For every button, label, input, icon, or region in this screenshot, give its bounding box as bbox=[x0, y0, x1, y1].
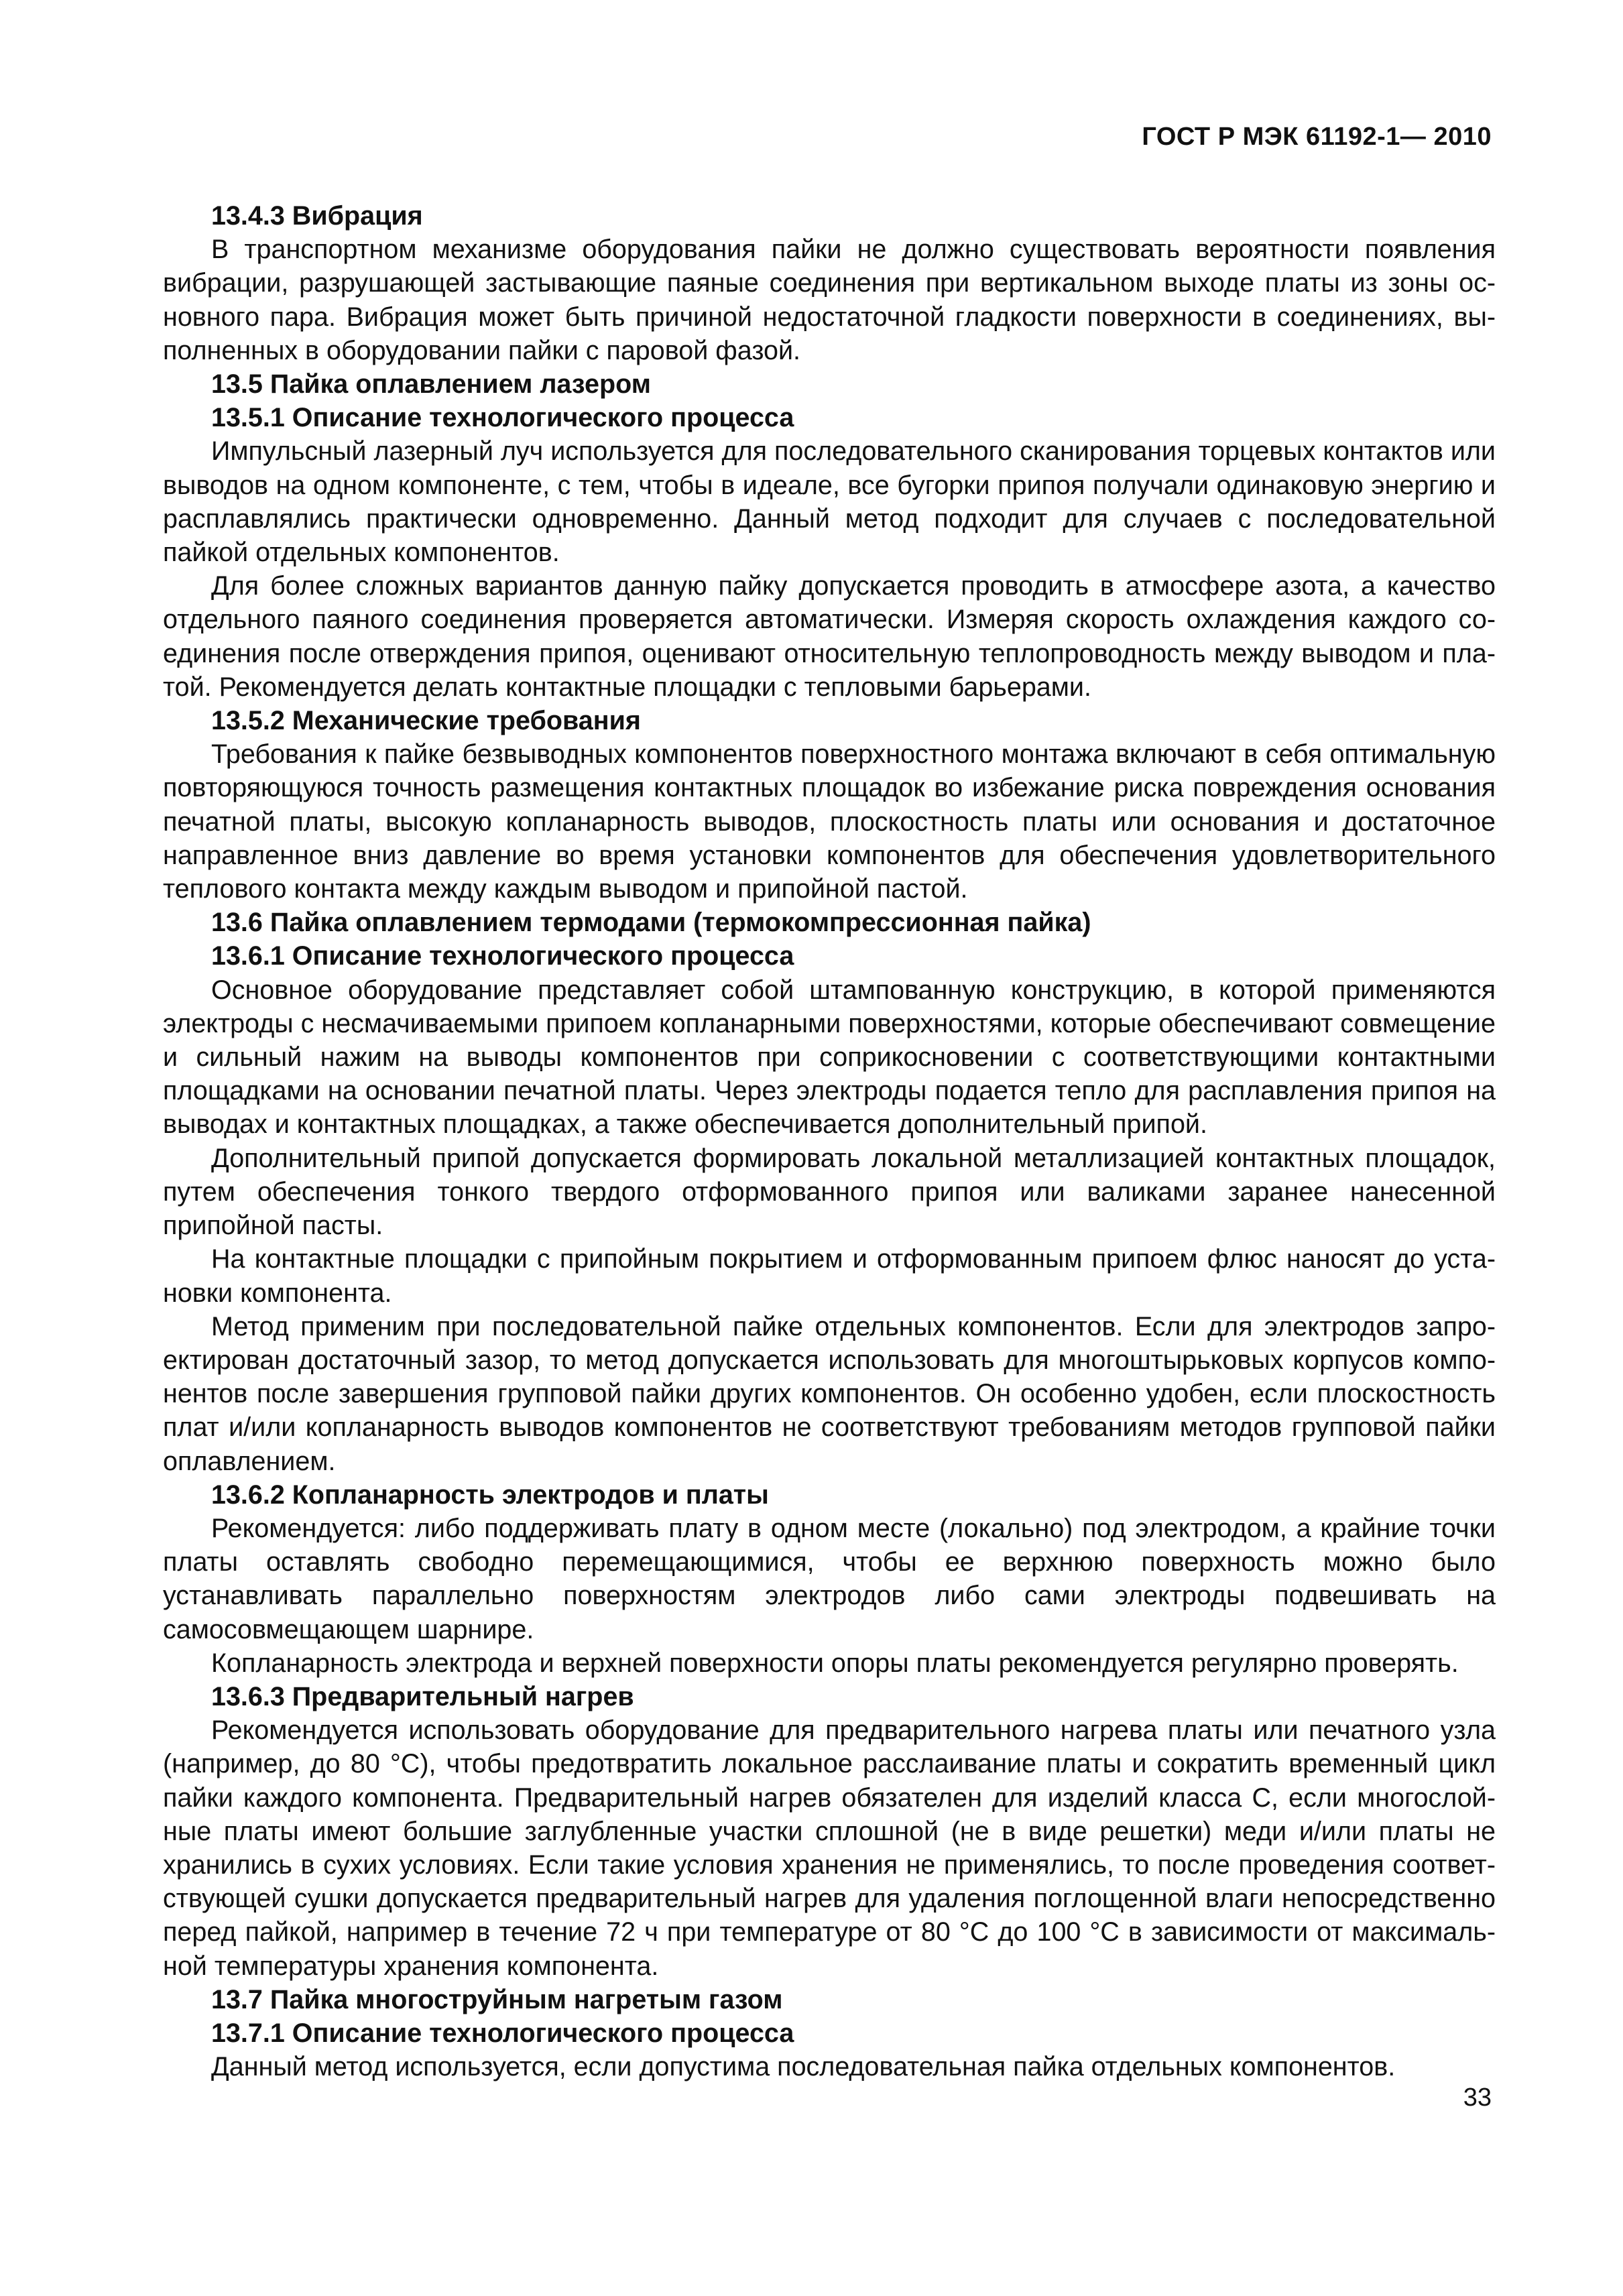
body-paragraph: Рекомендуется использовать оборудование для предварительного нагрева платы или печатного узла (например, до 80 °С), чтобы предотвратить локальное расслаивание платы и сократить временный цикл пайки каждого компонента. Предварительный нагрев обязателен для изделий класса С, если многослойные платы имеют большие заглубленные участки сплошной (не в виде решетки) меди и/или платы не хранились в сухих условиях. Если такие условия хранения не применялись, то после проведения соответствующей сушки допускается предварительный нагрев для удаления поглощенной влаги непосредственно перед пайкой, например в течение 72 ч при температуре от 80 °С до 100 °С в зависимости от максимальной температуры хранения компонента. bbox=[163, 1715, 1496, 1981]
section-heading: 13.6.2 Копланарность электродов и платы bbox=[211, 1479, 769, 1510]
document-body bbox=[163, 199, 1496, 2083]
section-heading: 13.7.1 Описание технологического процесса bbox=[211, 2018, 794, 2048]
section-heading: 13.4.3 Вибрация bbox=[211, 201, 423, 231]
section-heading: 13.6.3 Предварительный нагрев bbox=[211, 1681, 634, 1711]
section-heading: 13.5.1 Описание технологического процесса bbox=[211, 403, 794, 433]
page-number: 33 bbox=[1463, 2083, 1492, 2112]
body-paragraph: На контактные площадки с припойным покрытием и отформованным припоем флюс наносят до установки компонента. bbox=[163, 1244, 1496, 1308]
body-paragraph: Дополнительный припой допускается формировать локальной металлизацией контактных площадок, путем обеспечения тонкого твердого отформованного припоя или валиками заранее нанесенной припойной пасты. bbox=[163, 1143, 1496, 1241]
section-heading: 13.5.2 Механические требования bbox=[211, 706, 641, 736]
body-paragraph: В транспортном механизме оборудования пайки не должно существовать вероятности появления вибрации, разрушающей застывающие паяные соединения при вертикальном выходе платы из зоны основного пара. Вибрация может быть причиной недостаточной гладкости поверхности в соединениях, выполненных в оборудовании пайки с паровой фазой. bbox=[163, 235, 1496, 365]
body-paragraph: Рекомендуется: либо поддерживать плату в одном месте (локально) под электродом, а крайние точки платы оставлять свободно перемещающимися, чтобы ее верхнюю поверхность можно было устанавливать параллельно поверхностям электродов либо сами электроды подвешивать на самосовмещающем шарнире. bbox=[163, 1513, 1496, 1644]
body-paragraph: Для более сложных вариантов данную пайку допускается проводить в атмосфере азота, а качество отдельного паяного соединения проверяется автоматически. Измеряя скорость охлаждения каждого соединения после отверждения припоя, оценивают относительную теплопроводность между выводом и платой. Рекомендуется делать контактные площадки с тепловыми барьерами. bbox=[163, 571, 1496, 702]
section-heading: 13.6 Пайка оплавлением термодами (термокомпрессионная пайка) bbox=[211, 908, 1091, 938]
document-code: ГОСТ Р МЭК 61192-1— 2010 bbox=[1142, 123, 1492, 151]
section-heading: 13.7 Пайка многоструйным нагретым газом bbox=[211, 1984, 783, 2014]
body-paragraph: Основное оборудование представляет собой штампованную конструкцию, в которой применяются электроды с несмачиваемыми припоем копланарными поверхностями, которые обеспечивают совмещение и сильный нажим на выводы компонентов при соприкосновении с соответствующими контактными площадками на основании печатной платы. Через электроды подается тепло для расплавления припоя на выводах и контактных площадках, а также обеспечивается дополнительный припой. bbox=[163, 975, 1496, 1140]
body-paragraph: Импульсный лазерный луч используется для последовательного сканирования торцевых контактов или выводов на одном компоненте, с тем, чтобы в идеале, все бугорки припоя получали одинаковую энергию и расплавлялись практически одновременно. Данный метод подходит для случаев с последовательной пайкой отдельных компонентов. bbox=[163, 436, 1496, 568]
body-paragraph: Данный метод используется, если допустима последовательная пайка отдельных компонентов. bbox=[211, 2052, 1396, 2082]
section-heading: 13.6.1 Описание технологического процесса bbox=[211, 941, 794, 971]
section-heading: 13.5 Пайка оплавлением лазером bbox=[211, 369, 651, 400]
body-paragraph: Требования к пайке безвыводных компонентов поверхностного монтажа включают в себя оптимальную повторяющуюся точность размещения контактных площадок во избежание риска повреждения основания печатной платы, высокую копланарность выводов, плоскостность платы или основания и достаточное направленное вниз давление во время установки компонентов для обеспечения удовлетворительного теплового контакта между каждым выводом и припойной пастой. bbox=[163, 739, 1496, 904]
body-paragraph: Копланарность электрода и верхней поверхности опоры платы рекомендуется регулярно проверять. bbox=[211, 1648, 1459, 1678]
body-paragraph: Метод применим при последовательной пайке отдельных компонентов. Если для электродов запроектирован достаточный зазор, то метод допускается использовать для многоштырьковых корпусов компонентов после завершения групповой пайки других компонентов. Он особенно удобен, если плоскостность плат и/или копланарность выводов компонентов не соответствуют требованиям методов групповой пайки оплавлением. bbox=[163, 1311, 1496, 1476]
